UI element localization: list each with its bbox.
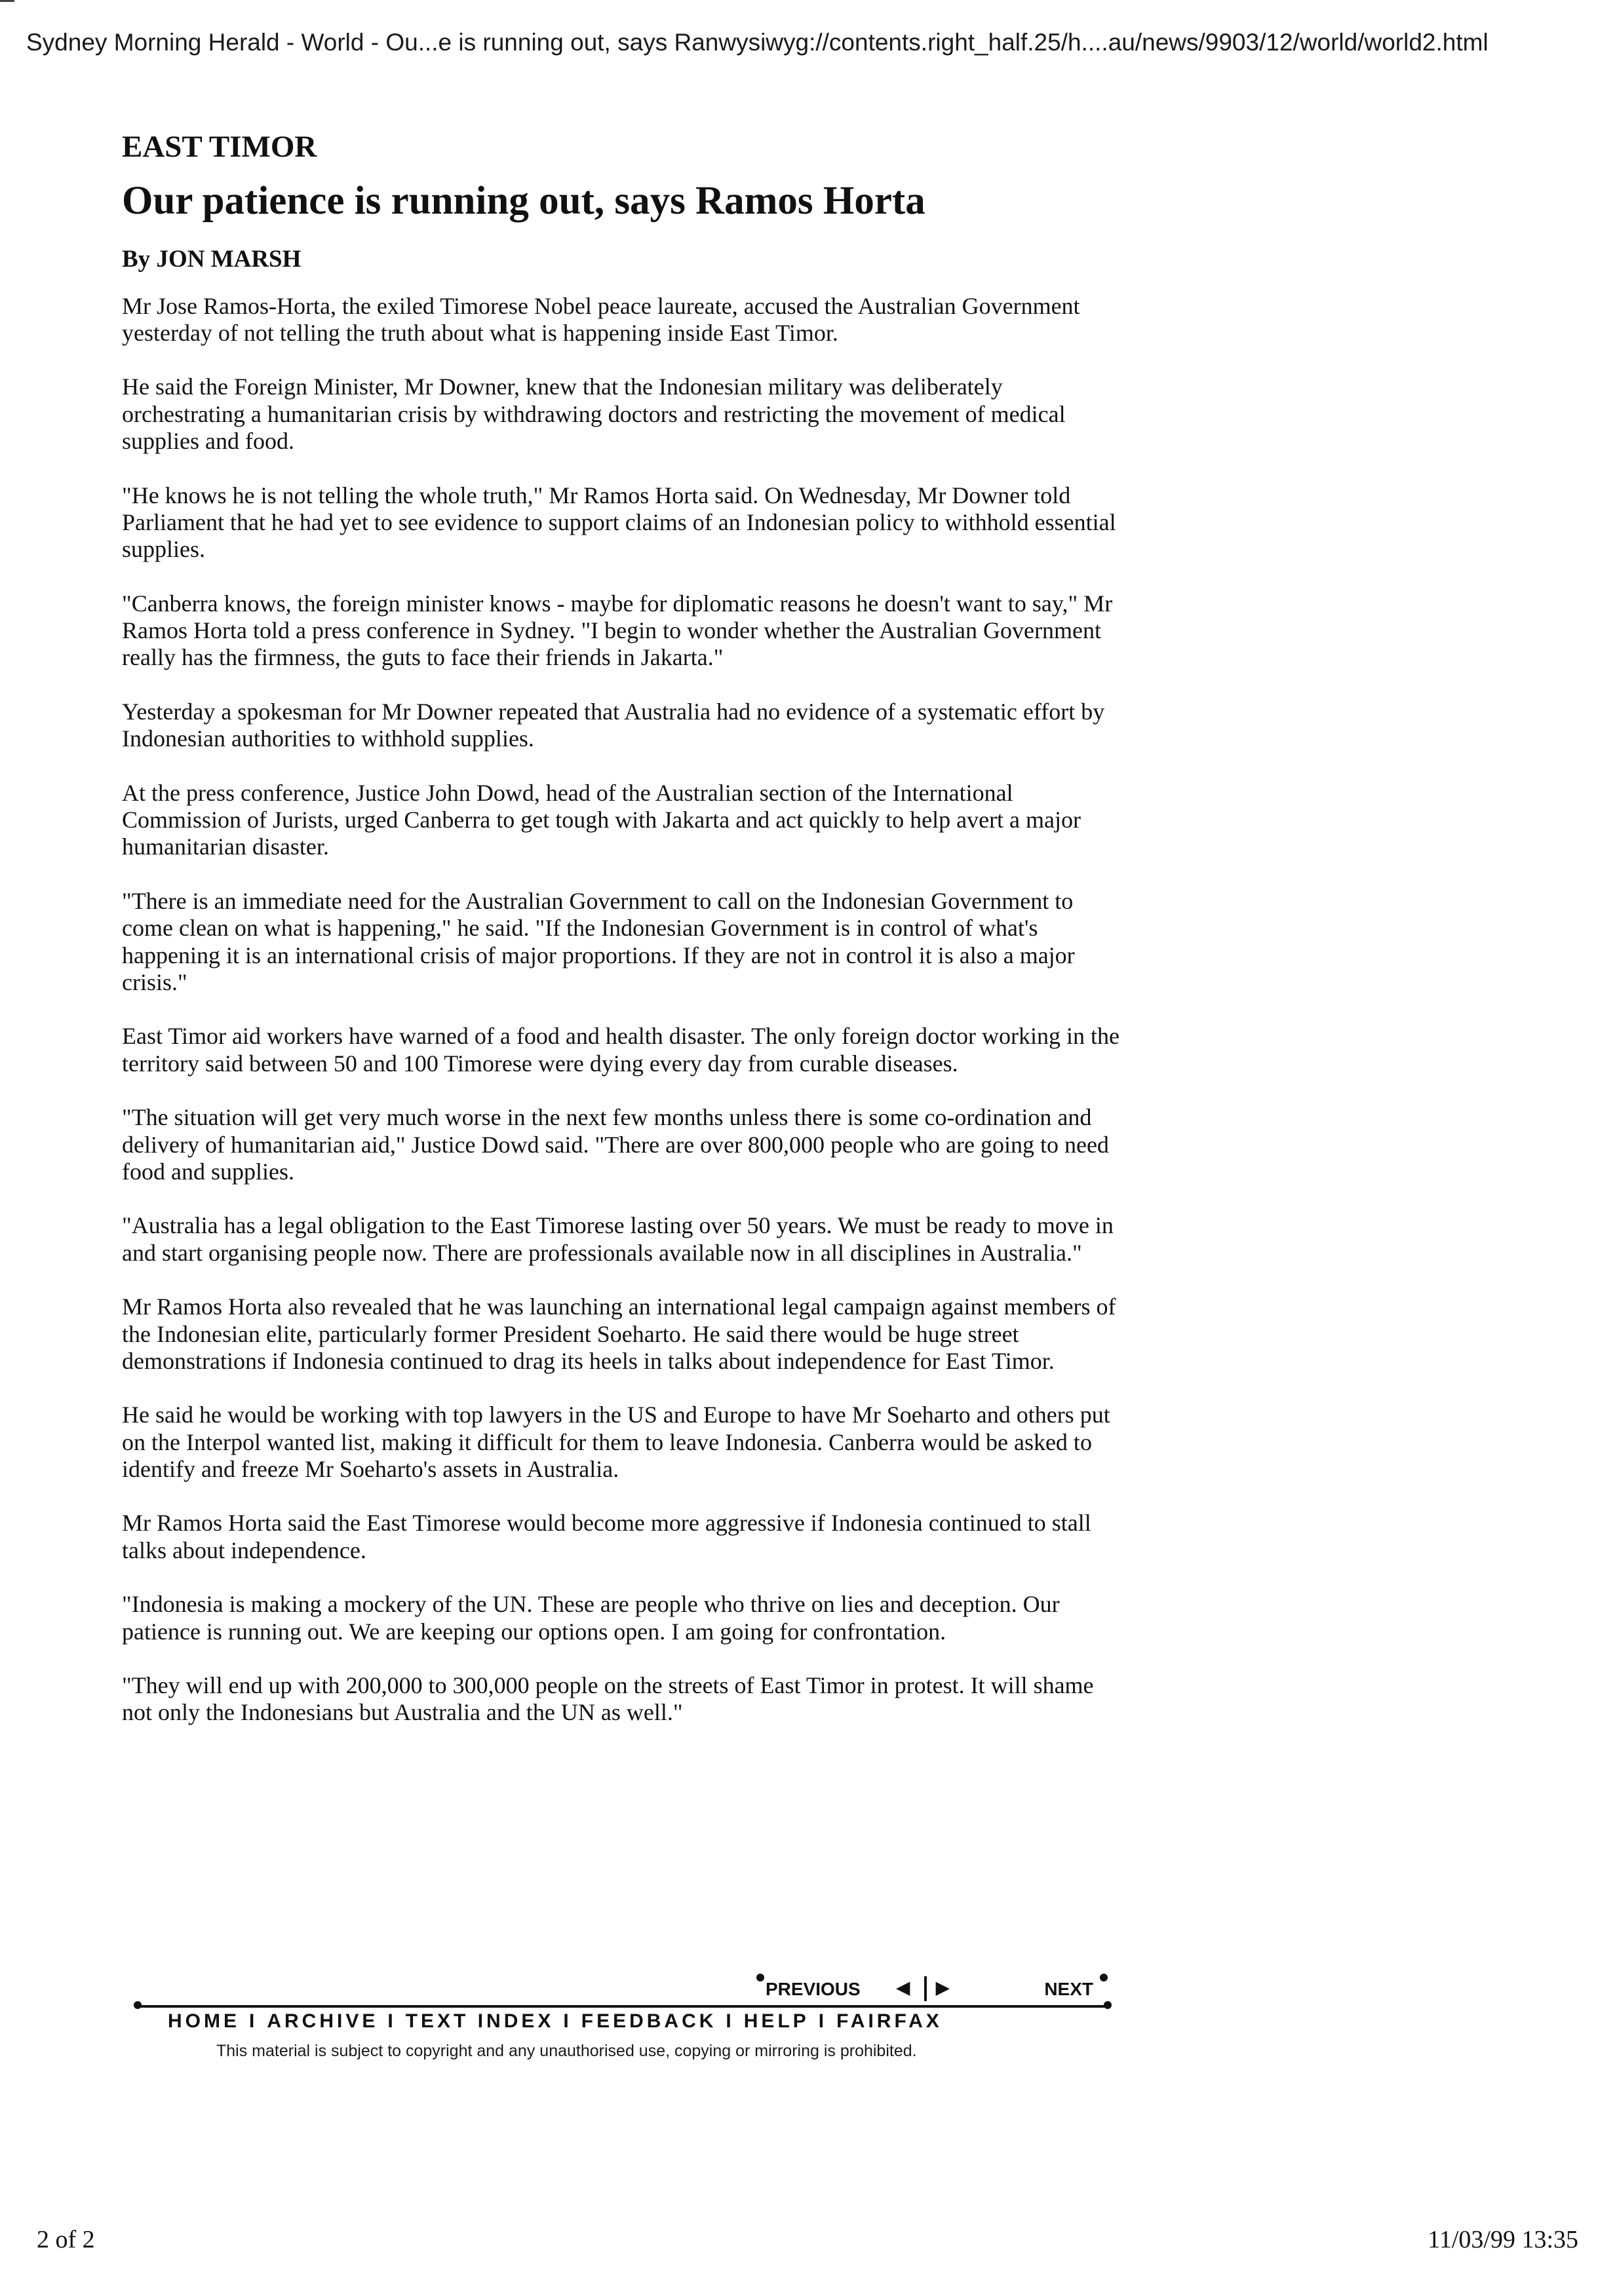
copyright-notice: This material is subject to copyright and any unauthorised use, copying or mirroring is prohibited. <box>216 2042 917 2060</box>
paragraph: "Indonesia is making a mockery of the UN. These are people who thrive on lies and deception. Our patience is running out. We are keeping our options open. I am going for confrontation. <box>122 1591 1060 1645</box>
paragraph: "They will end up with 200,000 to 300,000 people on the streets of East Timor in protest. It will shame not only the Indonesians but Australia and the UN as well." <box>122 1672 1094 1726</box>
article <box>122 128 1125 1753</box>
nav-dot <box>1104 2001 1112 2009</box>
nav-link-fairfax[interactable]: FAIRFAX <box>836 2010 943 2032</box>
prev-next-bar <box>138 1976 1108 2002</box>
previous-link[interactable]: PREVIOUS <box>766 1979 861 1999</box>
nav-dot <box>756 1974 764 1981</box>
right-triangle-icon[interactable]: ▶ <box>936 1978 949 1997</box>
paragraph: Mr Jose Ramos-Horta, the exiled Timorese Nobel peace laureate, accused the Australian Government yesterday of not telling the truth about what is happening inside East Timor. <box>122 292 1080 346</box>
byline-author: JON MARSH <box>156 245 302 273</box>
page-number: 2 of 2 <box>37 2226 95 2253</box>
article-body <box>122 293 1125 1727</box>
nav-separator: I <box>818 2010 828 2032</box>
nav-links <box>168 2010 1099 2033</box>
navigation-bar <box>138 1976 1108 2032</box>
left-triangle-icon[interactable]: ◀ <box>897 1978 910 1997</box>
nav-separator: I <box>563 2010 572 2032</box>
nav-separator: I <box>387 2010 397 2032</box>
headline: Our patience is running out, says Ramos Horta <box>122 179 925 223</box>
nav-dot <box>1100 1974 1108 1981</box>
paragraph: "There is an immediate need for the Australian Government to call on the Indonesian Government to come clean on what is happening," he said. "If the Indonesian Government is in control of what's happening it is an international crisis of major proportions. If they are not in control it is also a major crisis." <box>122 887 1075 995</box>
paragraph: He said he would be working with top lawyers in the US and Europe to have Mr Soeharto and others put on the Interpol wanted list, making it difficult for them to leave Indonesia. Canberra would be asked to identify and freeze Mr Soeharto's assets in Australia. <box>122 1402 1110 1483</box>
arrow-divider <box>924 1976 927 2001</box>
nav-separator: I <box>726 2010 735 2032</box>
paragraph: "The situation will get very much worse in the next few months unless there is some co-ordination and delivery of humanitarian aid," Justice Dowd said. "There are over 800,000 people who are going to need food and supplies. <box>122 1104 1109 1185</box>
paragraph: Yesterday a spokesman for Mr Downer repeated that Australia had no evidence of a systematic effort by Indonesian authorities to withhold supplies. <box>122 698 1105 752</box>
nav-link-home[interactable]: HOME <box>168 2010 240 2032</box>
paragraph: "He knows he is not telling the whole truth," Mr Ramos Horta said. On Wednesday, Mr Downer told Parliament that he had yet to see evidence to support claims of an Indonesian policy to withhold essential supplies. <box>122 482 1116 563</box>
next-link[interactable]: NEXT <box>1044 1979 1093 1999</box>
nav-divider <box>138 2005 1108 2008</box>
nav-link-archive[interactable]: ARCHIVE <box>267 2010 379 2032</box>
section-label: EAST TIMOR <box>122 130 317 164</box>
byline-prefix: By <box>122 245 151 273</box>
scan-corner-mark <box>0 0 14 2</box>
paragraph: East Timor aid workers have warned of a food and health disaster. The only foreign doctor working in the territory said between 50 and 100 Timorese were dying every day from curable diseases. <box>122 1023 1119 1077</box>
nav-link-text-index[interactable]: TEXT INDEX <box>405 2010 555 2032</box>
prev-next-controls <box>746 1976 1108 2001</box>
paragraph: Mr Ramos Horta also revealed that he was launching an international legal campaign against members of the Indonesian elite, particularly former President Soeharto. He said there would be huge street demonstrations if Indonesia continued to drag its heels in talks about independence for East Timor. <box>122 1293 1116 1374</box>
nav-link-help[interactable]: HELP <box>743 2010 809 2032</box>
byline <box>122 245 1125 273</box>
print-header: Sydney Morning Herald - World - Ou...e is running out, says Ranwysiwyg://contents.right_half.25/h....au/news/9903/12/world/world2.html <box>26 29 1489 56</box>
print-datetime: 11/03/99 13:35 <box>1428 2226 1578 2253</box>
paragraph: "Australia has a legal obligation to the East Timorese lasting over 50 years. We must be ready to move in and start organising people now. There are professionals available now in all disciplines in Australia." <box>122 1212 1114 1266</box>
nav-link-feedback[interactable]: FEEDBACK <box>581 2010 717 2032</box>
paragraph: At the press conference, Justice John Dowd, head of the Australian section of the International Commission of Jurists, urged Canberra to get tough with Jakarta and act quickly to help avert a major humanitarian disaster. <box>122 779 1081 860</box>
paragraph: Mr Ramos Horta said the East Timorese would become more aggressive if Indonesia continued to stall talks about independence. <box>122 1510 1091 1563</box>
nav-separator: I <box>249 2010 258 2032</box>
paragraph: He said the Foreign Minister, Mr Downer, knew that the Indonesian military was deliberately orchestrating a humanitarian crisis by withdrawing doctors and restricting the movement of medical supplies and food. <box>122 373 1066 455</box>
paragraph: "Canberra knows, the foreign minister knows - maybe for diplomatic reasons he doesn't want to say," Mr Ramos Horta told a press conference in Sydney. "I begin to wonder whether the Australian Government really has the firmness, the guts to face their friends in Jakarta." <box>122 590 1113 671</box>
